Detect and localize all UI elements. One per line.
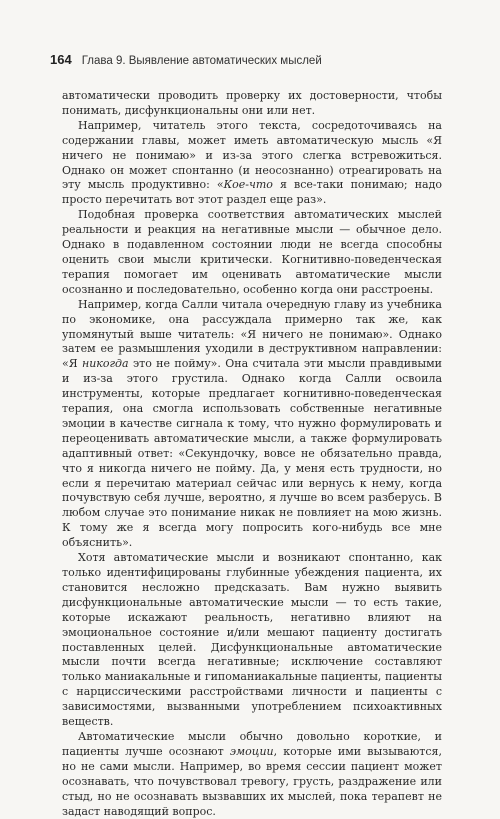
text-run: Автоматические мысли обычно довольно короткие, и пациенты лучше осознают xyxy=(62,729,442,758)
paragraph xyxy=(62,89,442,119)
emphasis-text: Кое-что xyxy=(223,178,273,192)
emphasis-text: никогда xyxy=(81,357,129,371)
chapter-title: Глава 9. Выявление автоматических мыслей xyxy=(81,55,322,67)
text-run: , которые ими вызываются, но не сами мысли. Например, во время сессии пациент может осознавать, что почувствовал тревогу, грусть, раздражение или стыд, но не осознавать вызвавших их мыслей, пока терапевт не задаст наводящий вопрос. xyxy=(62,744,442,818)
paragraph xyxy=(62,551,442,730)
text-run: это не пойму». Она считала эти мысли правдивыми и из-за этого грустила. Однако когда Салли освоила инструменты, которые предлагает когнитивно-поведенческая терапия, она смогла использовать собственные негативные эмоции в качестве сигнала к тому, что нужно формулировать и переоценивать автоматические мысли, а также формулировать адаптивный ответ: «Секундочку, вовсе не обязательно правда, что я никогда ничего не пойму. Да, у меня есть трудности, но если я перечитаю материал сейчас или вернусь к нему, когда почувствую себя лучше, вероятно, я лучше во всем разберусь. В любом случае это понимание никак не повлияет на мою жизнь. К тому же я всегда могу попросить кого-нибудь все мне объяснить». xyxy=(62,357,442,550)
text-run: Подобная проверка соответствия автоматических мыслей реальности и реакция на негативные мысли — обычное дело. Однако в подавленном состоянии люди не всегда способны оценить свои мысли критически. Когнитивно-поведенческая терапия помогает им оценивать автоматические мысли осознанно и последовательно, особенно когда они расстроены. xyxy=(62,208,442,296)
text-run: Хотя автоматические мысли и возникают спонтанно, как только идентифицированы глубинные убеждения пациента, их становится несложно предсказать. Вам нужно выявить дисфункциональные автоматические мысли — то есть такие, которые искажают реальность, негативно влияют на эмоциональное состояние и/или мешают пациенту достигать поставленных целей. Дисфункциональные автоматические мысли почти всегда негативные; исключение составляют только маниакальные и гипоманиакальные пациенты, пациенты с нарциссическими расстройствами личности и пациенты с зависимостями, вызванными употреблением психоактивных веществ. xyxy=(62,551,442,729)
paragraph xyxy=(62,298,442,551)
paragraph xyxy=(62,730,442,819)
page-number: 164 xyxy=(50,52,72,67)
text-run: Например, читатель этого текста, сосредоточиваясь на содержании главы, может иметь автоматическую мысль «Я ничего не понимаю» и из-за этого слегка встревожиться. Однако он может спонтанно (и неосознанно) отреагировать на эту мысль продуктивно: « xyxy=(62,118,442,192)
paragraph xyxy=(62,208,442,297)
running-header xyxy=(50,52,460,67)
text-run: Например, когда Салли читала очередную главу из учебника по экономике, она рассуждала примерно так же, как упомянутый выше читатель: «Я ничего не понимаю». Однако затем ее размышления уходили в деструктивном направлении: «Я xyxy=(62,297,442,371)
paragraph xyxy=(62,119,442,208)
emphasis-text: эмоции xyxy=(229,744,274,758)
text-run: автоматически проводить проверку их достоверности, чтобы понимать, дисфункциональны они или нет. xyxy=(62,89,442,117)
text-run: я все-таки понимаю; надо просто перечитать вот этот раздел еще раз». xyxy=(62,178,443,207)
body-text xyxy=(62,89,442,819)
